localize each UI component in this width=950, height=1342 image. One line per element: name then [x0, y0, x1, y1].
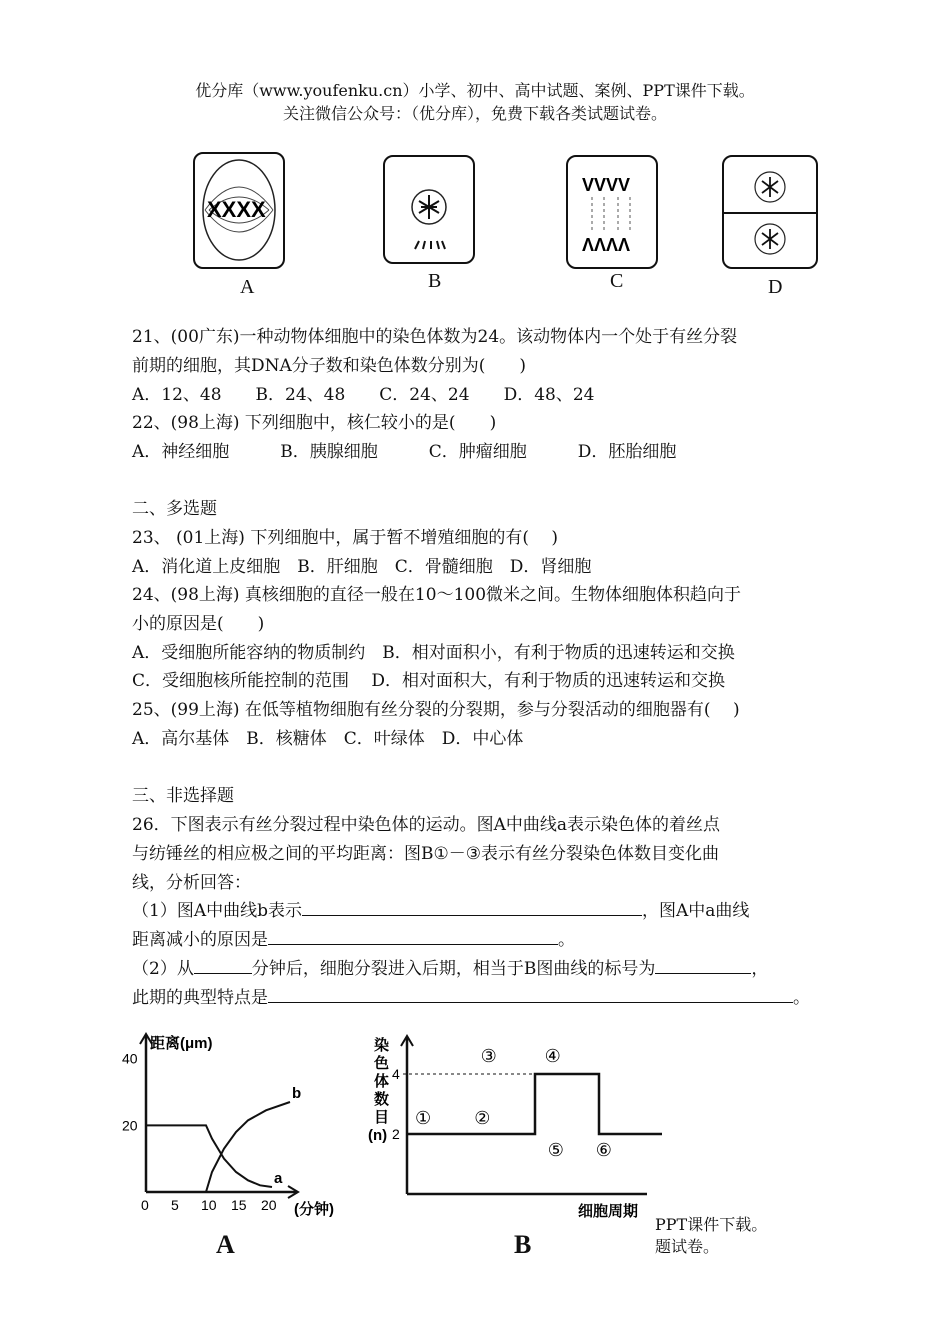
- q26-part1-line-1: [132, 896, 749, 921]
- chart-b-marker-3: ③: [480, 1046, 497, 1066]
- chart-b-marker-2: ②: [474, 1108, 491, 1128]
- q23-options: A．消化道上皮细胞 B．肝细胞 C．骨髓细胞 D．肾细胞: [132, 557, 592, 577]
- chart-b-ytick-0: 2: [392, 1126, 400, 1142]
- chart-a-ylabel: 距离(μm): [150, 1035, 213, 1052]
- chart-b-ytick-1: 4: [392, 1066, 400, 1082]
- cell-d-drawing: [724, 157, 816, 267]
- cell-a-drawing: [195, 154, 283, 267]
- q26-answer-blank-4[interactable]: [655, 959, 751, 974]
- header-line-2: 关注微信公众号：（优分库），免费下载各类试题试卷。: [282, 104, 667, 123]
- chart-a-xtick-1: 5: [171, 1197, 179, 1213]
- q26-part2-end: 。: [793, 988, 810, 1008]
- q21-stem-line-2: 前期的细胞，其DNA分子数和染色体数分别为( ): [132, 356, 527, 376]
- chart-a-series-label-b: b: [292, 1085, 302, 1102]
- cell-b-drawing: [385, 157, 473, 262]
- cell-c: [566, 155, 658, 269]
- cell-a: [193, 152, 285, 269]
- chart-a-series-label-a: a: [274, 1170, 283, 1187]
- q22-options: A．神经细胞 B．胰腺细胞 C．肿瘤细胞 D．胚胎细胞: [132, 442, 677, 462]
- svg-text:XXXX: XXXX: [207, 197, 266, 222]
- chart-b-marker-4: ④: [544, 1046, 561, 1066]
- svg-text:ΛΛΛΛ: ΛΛΛΛ: [582, 235, 631, 255]
- chart-a-xtick-2: 10: [201, 1197, 217, 1213]
- section-2-title: 二、多选题: [132, 499, 217, 519]
- q26-part2-line-1: [132, 954, 768, 979]
- q24-options-ab: A．受细胞所能容纳的物质制约 B．相对面积小，有利于物质的迅速转运和交换: [132, 643, 735, 663]
- q21-stem-line-1: 21、(00广东)一种动物体细胞中的染色体数为24。该动物体内一个处于有丝分裂: [132, 327, 738, 347]
- cell-c-drawing: [568, 157, 656, 267]
- chart-a-xtick-3: 15: [231, 1197, 247, 1213]
- chart-a-ytick-1: 40: [122, 1050, 138, 1067]
- q26-intro-line-2: 与纺锤丝的相应极之间的平均距离：图B①－③表示有丝分裂染色体数目变化曲: [132, 844, 719, 864]
- q26-part2-line-2: [132, 983, 810, 1008]
- q23-stem: 23、 (01上海) 下列细胞中，属于暂不增殖细胞的有( ): [132, 528, 559, 548]
- chart-b-ylabel: 染色体数目(n): [368, 1037, 390, 1144]
- header-line-1: 优分库（www.youfenku.cn）小学、初中、高中试题、案例、PPT课件下载。: [195, 81, 755, 100]
- q26-part2-prompt: （2）从: [132, 959, 194, 979]
- q26-answer-blank-1[interactable]: [302, 901, 642, 916]
- chart-a: [118, 1028, 363, 1223]
- cell-label-d: D: [768, 276, 783, 298]
- section-3-title: 三、非选择题: [132, 786, 234, 806]
- cell-label-b: B: [428, 270, 442, 292]
- q24-stem-line-1: 24、(98上海) 真核细胞的直径一般在10～100微米之间。生物体细胞体积趋向于: [132, 585, 742, 605]
- q25-options: A．高尔基体 B．核糖体 C．叶绿体 D．中心体: [132, 729, 524, 749]
- q26-part1-end: 。: [558, 930, 575, 950]
- q26-part1-prompt: （1）图A中曲线b表示: [132, 901, 302, 921]
- q26-part1-line-2: [132, 925, 575, 950]
- q26-part2-feature: 此期的典型特点是: [132, 988, 268, 1008]
- chart-b-caption: B: [514, 1230, 532, 1259]
- cell-label-c: C: [610, 270, 624, 292]
- chart-a-xtick-4: 20: [261, 1197, 277, 1213]
- chart-b-marker-5: ⑤: [547, 1140, 564, 1160]
- chart-b-marker-6: ⑥: [595, 1140, 612, 1160]
- q26-intro-line-1: 26．下图表示有丝分裂过程中染色体的运动。图A中曲线a表示染色体的着丝点: [132, 815, 721, 835]
- q26-answer-blank-3[interactable]: [194, 959, 252, 974]
- footer-fragment-1: PPT课件下载。: [655, 1215, 768, 1234]
- chart-b-curve: [407, 1074, 662, 1134]
- q26-part2-mid: 分钟后，细胞分裂进入后期，相当于B图曲线的标号为: [251, 959, 656, 979]
- q24-stem-line-2: 小的原因是( ): [132, 614, 265, 634]
- chart-a-caption: A: [216, 1230, 235, 1259]
- chart-a-curve-a: [146, 1125, 272, 1187]
- chart-b-xlabel: 细胞周期: [578, 1203, 639, 1220]
- q24-options-cd: C．受细胞核所能控制的范围 D．相对面积大，有利于物质的迅速转运和交换: [132, 671, 726, 691]
- q26-part2-comma: ，: [751, 959, 769, 979]
- q25-stem: 25、(99上海) 在低等植物细胞有丝分裂的分裂期，参与分裂活动的细胞器有( ): [132, 700, 740, 720]
- q21-options: A．12、48 B．24、48 C．24、24 D．48、24: [132, 385, 595, 405]
- cell-d: [722, 155, 818, 269]
- chart-a-ytick-0: 20: [122, 1117, 138, 1134]
- svg-text:VVVV: VVVV: [582, 175, 631, 195]
- q26-answer-blank-2[interactable]: [268, 930, 558, 945]
- cell-b: [383, 155, 475, 264]
- footer-fragment-2: 题试卷。: [655, 1237, 720, 1256]
- cell-label-a: A: [240, 276, 255, 298]
- chart-a-xtick-0: 0: [141, 1197, 149, 1213]
- q22-stem: 22、(98上海) 下列细胞中，核仁较小的是( ): [132, 413, 497, 433]
- chart-a-xlabel: (分钟): [294, 1201, 334, 1218]
- chart-b-marker-1: ①: [415, 1108, 432, 1128]
- q26-intro-line-3: 线，分析回答：: [132, 873, 251, 893]
- chart-b: [362, 1030, 662, 1222]
- q26-part1-mid: ，图A中a曲线: [641, 901, 750, 921]
- q26-part1-reason: 距离减小的原因是: [132, 930, 268, 950]
- q26-answer-blank-5[interactable]: [268, 988, 793, 1003]
